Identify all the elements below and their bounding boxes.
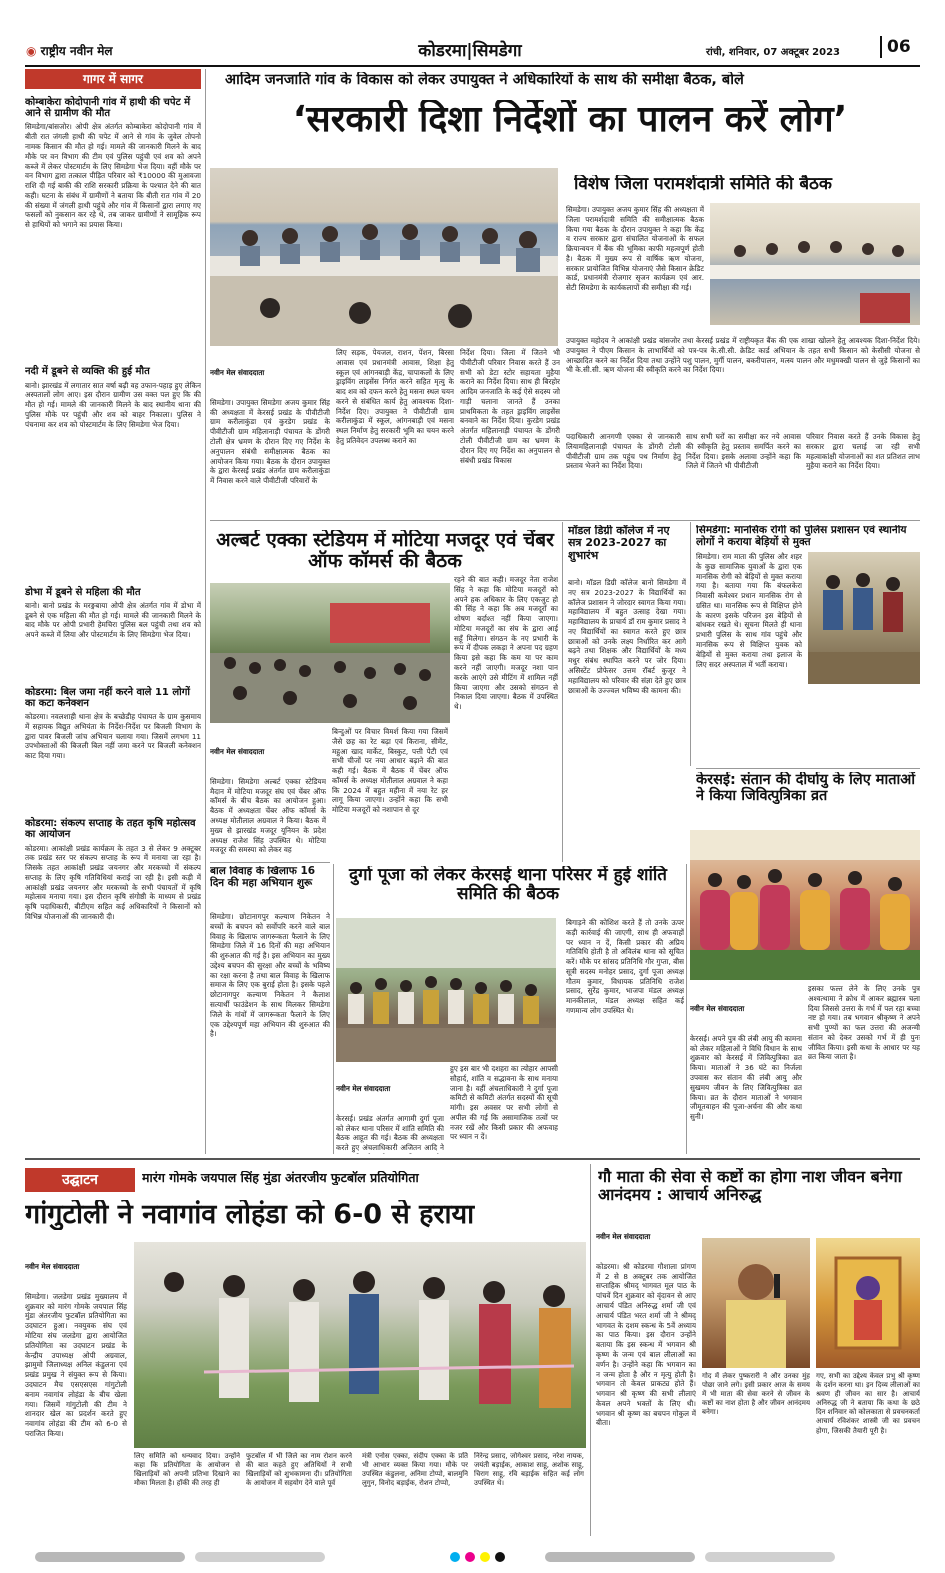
brand-logo: ◉ राष्ट्रीय नवीन मेल (26, 44, 113, 58)
football-caption: फुटबॉल में भी जिले का नाम रोशन करने की बात कहते हुए अतिथियों ने सभी खिलाड़ियों को शुभकामना दी। प्रतियोगिता के आयोजन में सहयोग देने वाले पूर्व (246, 1452, 352, 1488)
police-photo (808, 552, 920, 684)
top-story-body: लिए सड़क, पेयजल, राशन, पेंशन, बिरसा आवास एवं प्रधानमंत्री आवास, शिक्षा हेतु स्कूल एवं आंगनबाड़ी केंद्र, चापाकलों के लिए ड्राइविंग लाइसेंस निर्गत करने सहित मृत्यु के बाद शव को दफन करने हेतु मसना स्थल चयन करने से संबंधित कार्य हेतु आवश्यक दिशा-निर्देश दिए। उपायुक्त ने पीवीटीजी ग्राम करीलाकुंडा में स्कूल, आंगनबाड़ी एवं मसना स्थल निर्माण हेतु सरकारी भूमि का चयन करने हेतु प्रतिवेदन उपलब्ध कराने का (336, 348, 454, 446)
kersai-photo (690, 830, 920, 980)
albert-headline: अल्बर्ट एक्का स्टेडियम में मोटिया मजदूर एवं चेंबर ऑफ कॉमर्स की बैठक (216, 530, 554, 573)
durga-headline: दुर्गा पूजा को लेकर केरसई थाना परिसर में हुई शांति समिति की बैठक (349, 866, 667, 905)
body-text: सिमडेगा। सिमडेगा अल्बर्ट एक्का स्टेडियम मैदान में मोटिया मजदूर संघ एवं चेंबर ऑफ कॉमर्स के बीच बैठक का आयोजन हुआ। बैठक में अध्यक्षता चेंबर ऑफ कॉमर्स के अध्यक्ष मोतीलाल अग्रवाल ने किया। बैठक में मुख्य से झारखंड मजदूर यूनियन के प्रदेश अध्यक्ष राजेश सिंह उपस्थित थे। मोटिया मजदूर की समस्या को लेकर वह (210, 776, 326, 855)
brief-body: कोडरमा। आकांक्षी प्रखंड कार्यक्रम के तहत 3 से लेकर 9 अक्टूबर तक प्रखंड स्तर पर संकल्प सप्ताह के रूप में मनाया जा रहा है। जिसके तहत आकांक्षी प्रखंड जयनगर और मरकच्चो में संकल्प सप्ताह के लिए कृषि गतिविधियां कराई जा रही है। इसी कड़ी में आकांक्षी प्रखंड जयनगर और मरकच्चो के सभी पंचायतों में कृषि महोत्सव मनाया गया। इस दौरान कृषि संगोष्ठी के माध्यम से प्रखंड कृषि पदाधिकारी, बीटीएम सहित कई अधिकारियों ने किसानों को विभिन्न योजनाओं की जानकारी दी। (25, 843, 201, 921)
college-headline: मॉडल डिग्री कॉलेज में नए सत्र 2023-2027 का शुभारंभ (568, 525, 670, 562)
police-headline: सिमडेगा: मानसिक रोगी को पुलिस प्रशासन एवं स्थानीय लोगों ने कराया बेड़ियों से मुक्त (696, 525, 907, 548)
albert-photo (210, 583, 450, 723)
football-inauguration-photo (134, 1242, 586, 1448)
body-text: सिमडेगा। उपायुक्त सिमडेगा अजय कुमार सिंह की अध्यक्षता में केरसई प्रखंड के पीवीटीजी ग्राम करीलाकुंडा एवं कुरडेग प्रखंड के पीवीटीजी ग्राम महिलानाड़ी पंचायत के डोंगरी टोली क्षेत्र भ्रमण के दौरान दिए गए निर्देश के अनुपालन संबंधी समीक्षात्मक बैठक का आयोजन किया गया। बैठक के दौरान उपायुक्त के द्वारा केरसई प्रखंड अंतर्गत ग्राम करीलाकुंडा में निवास करने वाले पीवीटीजी परिवारों के (210, 397, 330, 486)
acharya-photo (702, 1238, 810, 1368)
byline: नवीन मेल संवाददाता (25, 1261, 80, 1271)
left-column (25, 69, 201, 1154)
brief-headline: कोडरमा: संकल्प सप्ताह के तहत कृषि महोत्सव का आयोजन (25, 818, 196, 841)
advisory-headline: विशेष जिला परामर्शदात्री समिति की बैठक (574, 175, 832, 194)
albert-body: बिन्दुओं पर विचार विमर्श किया गया जिसमें जैसे छह का रेट बढ़ा एवं किराना, सीमेंट, महुआ खाद मार्केट, बिस्कुट, पत्ती पेटी एवं सभी चीजों पर नया आधार बढ़ाने की बात कही गई। बैठक में बैठक में चेंबर ऑफ कॉमर्स के अध्यक्ष मोतीलाल अग्रवाल ने कहा कि 2024 में बहुत महीना में नया रेट हर लागू किया जाएगा। उन्होंने कहा कि सभी मोटिया मजदूरों को नशापान से दूर (332, 727, 448, 815)
meeting-photo (210, 168, 558, 346)
brief-headline: डोभा में डूबने से महिला की मौत (25, 586, 141, 598)
footer-color-bar (25, 1549, 920, 1563)
brief-headline: कोडरमा: बिल जमा नहीं करने वाले 11 लोगों का कटा कनेक्शन (25, 686, 190, 709)
child-body-2 (210, 1078, 330, 1154)
durga-body: बिगाड़ने की कोशिश करते हैं तो उनके ऊपर कड़ी कार्रवाई की जाएगी, साथ ही अफवाहों पर ध्यान न दें, किसी प्रकार की अप्रिय गतिविधि होती है तो अविलंब थाना को सूचित करें। मौके पर सांसद प्रतिनिधि गौर गुप्ता, बीस सूत्री सदस्य मनोहर प्रसाद, दुर्गा पूजा अध्यक्ष गौतम कुमार, विधायक प्रतिनिधि राजेश प्रसाद, सुरेंद्र कुमार, भाजपा मंडल अध्यक्ष मानकीलाल, मंडल अध्यक्ष सहित कई गणमान्य लोग उपस्थित थे। (566, 918, 684, 1016)
byline: नवीन मेल संवाददाता (336, 1083, 391, 1093)
football-caption: लिए समिति को धन्यवाद दिया। उन्होंने कहा कि प्रतियोगिता के आयोजन से खिलाड़ियों को अपनी प्रतिभा दिखाने का मौका मिलता है। हॉकी की तरह ही (134, 1452, 240, 1488)
deity-photo (816, 1238, 920, 1368)
cow-body (596, 1212, 696, 1536)
section-title: कोडरमा|सिमडेगा (418, 41, 522, 61)
advisory-body-3: पदाधिकारी आनगणी एक्का से जानकारी लियामहिलानाड़ी पंचायत के डोंगरी टोली पीवीटीजी ग्राम तक पहुंच पथ निर्माण हेतु प्रस्ताव भेजने का निर्देश दिया। (566, 432, 681, 471)
top-story-body (210, 348, 330, 520)
child-headline: बाल विवाह के खिलाफ 16 दिन की महा अभियान शुरू (210, 866, 316, 889)
top-kicker: आदिम जनजाति गांव के विकास को लेकर उपायुक्त ने अधिकारियों के साथ की समीक्षा बैठक, बोले (225, 72, 744, 88)
body-text: केरसई। अपने पुत्र की लंबी आयु की कामना को लेकर महिलाओं ने विधि विधान के साथ शुक्रवार को केरसई में जिवित्पुत्रिका व्रत किया। माताओं ने 36 घंटे का निर्जला उपवास कर संतान की लंबी आयु और सुखमय जीवन के लिए जिवित्पुत्रिका व्रत किया। व्रत के दौरान माताओं ने भगवान जीमूतवाहन की पूजा-अर्चना की और कथा सुनी। (690, 1033, 802, 1122)
byline: नवीन मेल संवाददाता (210, 746, 265, 756)
durga-photo (336, 918, 556, 1062)
durga-body (336, 1064, 444, 1154)
cow-headline: गौ माता की सेवा से कष्टों का होगा नाश जीवन बनेगा आनंदमय : आचार्य अनिरुद्ध (598, 1168, 902, 1204)
byline: नवीन मेल संवाददाता (596, 1231, 651, 1241)
body-text: कोडरमा। श्री कोडरमा गौशाला प्रांगण में 2 से 8 अक्टूबर तक आयोजित सप्ताहिक श्रीमद् भागवत मूल पाठ के पांचवें दिन शुक्रवार को वृंदावन से आए आचार्य पंडित अनिरुद्ध शर्मा जी एवं आचार्य पंडित भरत शर्मा जी ने श्रीमद् भागवत के दशम स्कन्ध के 5वें अध्याय का पाठ किया। इस दौरान उन्होंने बताया कि इस स्कन्ध में भगवान श्री कृष्ण के जन्म एवं बाल लीलाओं का वर्णन है। उन्होंने कहा कि भगवान का न जन्म होता है और न मृत्यु होती है। भगवान तो केवल प्राकट्य होते हैं। भगवान श्री कृष्ण की सभी लीलाएं केवल अपने भक्तों के लिए थी। भगवान श्री कृष्ण का बचपन गोकुल में बीता। (596, 1261, 696, 1428)
dateline: रांची, शनिवार, 07 अक्टूबर 2023 (706, 47, 841, 58)
football-caption: मंत्री एनोस एक्का, संदीप एक्का के प्रति भी आभार व्यक्त किया गया। मौके पर उपस्थित कंडुलना, अनिमा टोप्पो, बालमुनि लुगुन, विनोद बड़ाईक, रोशन टोप्पो, (362, 1452, 468, 1488)
college-body: बानो। मॉडल डिग्री कॉलेज बानो सिमडेगा में नए सत्र 2023-2027 के विद्यार्थियों का कॉलेज प्रशासन ने जोरदार स्वागत किया गया। महाविद्यालय में बहुत उत्साह देखा गया। महाविद्यालय के प्राचार्य डॉ राम कुमार प्रसाद ने नए विद्यार्थियों का स्वागत करते हुए छात्र छात्राओं को उनके लक्ष्य निर्धारित कर आगे बढ़ने तथा शिक्षक और विद्यार्थियों के मध्य मधुर संबंध स्थापित करने पर जोर दिया। असिस्टेंट प्रोफेसर उत्तम रॉबर्ट कुजूर ने महाविद्यालय को परिवार की संज्ञा देते हुए छात्र छात्राओं के उज्ज्वल भविष्य की कामना की। (568, 578, 686, 695)
albert-body: रहने की बात कही। मजदूर नेता राजेश सिंह ने कहा कि मोटिया मजदूरों को अपने हक अधिकार के लिए एकजुट हो की सिंह ने कहा कि अब मजदूरों का शोषण बर्दाश्त नहीं किया जाएगा। मोटिया मजदूरों का संघ के द्वारा आई सहूँ मिलेगा। संगठन के नए प्रभारी के रूप में दीपक लकड़ा ने अपना पद ग्रहण किया इसे कहा कि कम या पर काम करने नहीं जाएगी। मजदूर नशा पान करके आएंगे उसे मीटिंग में शामिल नहीं किया जाएगा और उसको संगठन से निकाल दिया जाएगा। बैठक में उपस्थित थे। (454, 575, 558, 712)
kersai-headline: केरसई: संतान की दीर्घायु के लिए माताओं ने किया जिवित्पुत्रिका व्रत (696, 772, 916, 805)
advisory-body-5: परिवार निवास करते हैं उनके विकास हेतु सरकार द्वारा चलाई जा रही सभी महत्वाकांक्षी योजनाओं का शत प्रतिशत लाभ मुहैया कराने का निर्देश दिया। (806, 432, 920, 471)
inauguration-tag: उद्घाटन (25, 1168, 135, 1192)
kersai-body: इसका फल्त लेने के लिए उनके पुत्र अश्वत्थामा ने क्रोध में आकर ब्रह्मास्त्र चला दिया जिससे उत्तरा के गर्भ में पल रहा बच्चा नष्ट हो गया। तब भगवान श्रीकृष्ण ने अपने सभी पुण्यों का फल उत्तरा की अजन्मी संतान को देकर उसको गर्भ में ही पुनः जीवित किया। इसी कथा के आधार पर यह व्रत किया जाता है। (808, 984, 920, 1062)
advisory-body: सिमडेगा। उपायुक्त अजय कुमार सिंह की अध्यक्षता में जिला परामर्शदात्री समिति की समीक्षात्मक बैठक किया गया बैठक के दौरान उपायुक्त ने कहा कि केंद्र व राज्य सरकार द्वारा संचालित योजनाओं के सफल क्रियान्वयन में बैंक की भूमिका काफी महत्वपूर्ण होती है। बैठक में मुख्य रूप से वार्षिक ऋण योजना, सरकार प्रायोजित विभिन्न योजनाएं जैसे किसान क्रेडिट कार्ड, प्रधानमंत्री रोजगार सृजन कार्यक्रम एवं आर. सेटी सिमडेगा के कार्यकलापों की समीक्षा की गई। (566, 205, 704, 293)
brief-headline: नदी में डूबने से व्यक्ति की हुई मौत (25, 366, 150, 378)
football-body (25, 1242, 127, 1536)
brief-body: सिमडेगा/बांसजोर। ओपी क्षेत्र अंतर्गत कोम्बाकेरा कोदोपानी गांव में बीती रात जंगली हाथी की चपेट में आने से गांव के जुवेल तोपनो नामक किसान की मौत हो गई। मामले की जानकारी मिलने के बाद मौके पर वन विभाग की टीम एवं पुलिस पहुंची एवं शव को अपने कब्जे में लेकर पोस्टमार्टम के लिए सिमडेगा भेज दिया। वहीं मौके पर वन विभाग द्वारा तत्काल पीड़ित परिवार को ₹10000 की मुआवजा राशि दी गई बाकी की राशि सरकारी प्रक्रिया के पश्चात देने की बात कही। घटना के संबंध में ग्रामीणों ने बताया कि बीती रात गांव में 20 की संख्या में जंगली हाथी पहुंचे और गांव में किसानों द्वारा लगाए गए फसलों को नुकसान कर रहे थे, तब जाकर ग्रामीणों ने सामूहिक रूप से हाथियों को भगाने का प्रयास किया। (25, 122, 201, 230)
brief-body: बानो। बानो प्रखंड के मरङ्गबाया ओपी क्षेत्र अंतर्गत गांव में डोभा में डूबने से एक महिला की मौत हो गई। मामले की जानकारी मिलने के बाद मौके पर ओपी प्रभारी हेमचिरा पुलिस बल पहुंची तथा शव को अपने कब्जे में लिया और पोस्टमार्टम के लिए सिमडेगा भेज दिया। (25, 600, 201, 640)
advisory-body-2: उपायुक्त महोदय ने आकांक्षी प्रखंड बांसजोर तथा केरसई प्रखंड में राष्ट्रीयकृत बैंक की एक शाखा खोलने हेतु आवश्यक दिशा-निर्देश दिये। उपायुक्त ने पीएम किसान के लाभार्थियों को पत्र-पत्र के.सी.सी. क्रेडिट कार्ड अभियान के तहत सभी किसान को केसीसी योजना से आच्छादित करने का निर्देश दिया तथा उन्होंने पशु पालन, मुर्गी पालन, बकरीपालन, मत्स्य पालन और मधुमक्खी पालन से जुड़े किसानों का भी के.सी.सी. ऋण योजना की स्वीकृति करने का निर्देश दिया। (566, 336, 920, 375)
brief-body: बानो। झारखंड में लगातार सात वर्षा बढ़ी वह उफान-पहाड़ हुए लेकिन अस्पतालों लोग आए। इस दौरान ग्रामीण उस वक्त पल हुए कि की मौत हो गई। मामले की जानकारी मिलने के बाद स्थानीय थाना की पुलिस मौके पर पहुंची और शव को बाहर निकाला। पुलिस ने पंचनामा कर शव को पोस्टमार्टम के लिए सिमडेगा भेज दिया। (25, 380, 201, 429)
top-headline: ‘सरकारी दिशा निर्देशों का पालन करें लोग’ (292, 100, 848, 140)
durga-body: हुए इस बार भी दशहरा का त्योहार आपसी सौहार्द, शांति व सद्भावना के साथ मनाया जाना है। वहीं अंचलाधिकारी ने दुर्गा पूजा कमिटी से कमिटी अंतर्गत सदस्यों की सूची मांगी। इस अवसर पर सभी लोगों से अपील की गई कि असामाजिक तत्वों पर नजर रखें और किसी प्रकार की अफवाह पर ध्यान न दें। (450, 1064, 558, 1142)
page-number: 06 (887, 37, 911, 57)
brief-body: कोडरमा। नवलशाही थाना क्षेत्र के बच्छेडीह पंचायत के ग्राम कुसमाय में सहायक विद्युत अभियंता के निर्देश-निर्देश पर बिजली विभाग के द्वारा पावर बिजली जांच अभियान चलाया गया। जिसमें लगभग 11 उपभोक्ताओं की बिजली बिल नहीं जमा करने पर बिजली कनेक्शन काट दिया गया। (25, 712, 201, 761)
body-text: सिमडेगा। जलडेगा प्रखंड मुख्यालय में शुक्रवार को मारंग गोमके जयपाल सिंह मुंडा अंतरजीय फुटबॉल प्रतियोगिता का उदघाटन हुआ। नवयुवक संघ एवं मोटिया संघ जलडेगा द्वारा आयोजित प्रतियोगिता का उदघाटन प्रखंड के केन्द्रीय उपाध्यक्ष ओपी अग्रवाल, झामुमो जिलाध्यक्ष अनिल कंडुलना एवं प्रखंड प्रमुख ने संयुक्त रूप से किया। उदघाटन मैच एसएसएस गांगुटोली बनाम नवागांव लोहंडा के बीच खेला गया। जिसमें गांगुटोली की टीम ने शानदार खेल का प्रदर्शन करते हुए नवागांव लोहंडा की टीम को 6-0 से पराजित किया। (25, 1291, 127, 1438)
advisory-photo (710, 203, 920, 325)
cow-caption: गए, सभी का उद्देश्य केवल प्रभु श्री कृष्ण के दर्शन करना था। इन दिव्य लीलाओं का श्रवण ही जीवन का सार है। आचार्य अनिरुद्ध जी ने बताया कि कथा के छठे दिन शनिवार को कोलकाता से प्रवचनकर्ता आचार्य रविशंकर शास्त्री जी का प्रवचन होगा, जिसकी तैयारी पूरी है। (816, 1372, 920, 1435)
football-headline: गांगुटोली ने नवागांव लोहंडा को 6-0 से हराया (25, 1200, 475, 1230)
child-body: सिमडेगा। छोटानागपुर कल्याण निकेतन ने बच्चों के बचपन को सर्वोपरि करने वाले बाल विवाह के खिलाफ जागरूकता फैलाने के लिए सिमडेगा जिले में 16 दिनों की महा अभियान की शुरुआत की गई है। इस अभियान का मुख्य उद्देश्य बचपन की सुरक्षा और बच्चों के भविष्य का रक्षा करना है तथा बाल विवाह के खिलाफ समाज के लिए एक बुराई होता है। इसके पहले छोटानागपुर कल्याण निकेतन ने कैलाश सत्यार्थी फाउंडेशन के साथ मिलकर सिमडेगा जिले के गांवों में जागरूकता फैलाने के लिए एक उद्देश्यपूर्ण महा अभियान की शुरुआत की है। (210, 912, 330, 1039)
advisory-body-4: साथ सभी घरों का समीक्षा कर नये आवास की स्वीकृति हेतु प्रस्ताव समर्पित करने का निर्देश दिया। इसके अलावा उन्होंने कहा कि जिले में जितने भी पीवीटीजी (686, 432, 801, 471)
section-band: गागर में सागर (25, 69, 201, 89)
cow-caption: गोद में लेकर पुष्करारी ने और उनका मुंह पोछा जाने लगे। इसी प्रकार आज के समय में भी माता की सेवा करने से जीवन के कष्टों का नाश होता है और जीवन आनंदमय बनेगा। (702, 1372, 810, 1417)
police-body: सिमडेगा। राम माता की पुलिस और शहर के कुछ सामाजिक युवाओं के द्वारा एक मानसिक रोगी को बेड़ियों से मुक्त कराया गया है। बताया गया कि बंफलकेरा निवासी कमेश्वर प्रधान मानसिक रोग से ग्रसित था। मानसिक रूप से विक्षिप्त होने के कारण इसके परिजन इस बेड़ियों से बांधकर रखते थे। सूचना मिलते ही थाना प्रभारी पुलिस के साथ गांव पहुंचे और मानसिक रूप से विक्षिप्त युवक को बेड़ियों से मुक्त कराया तथा इलाज के लिए सदर अस्पताल में भर्ती कराया। (696, 552, 802, 669)
football-caption: निरेन्द्र प्रसाद, जोगेश्वर प्रसाद, नरेश नायक, जयंती बड़ाईक, आकाश साहू, अशोक साहू, चिराग साहू, रवि बड़ाईक सहित कई लोग उपस्थित थे। (474, 1452, 584, 1488)
albert-body (210, 727, 326, 857)
masthead (0, 0, 945, 62)
brief-headline: कोम्बाकेरा कोदोपानी गांव में हाथी की चपेट में आने से ग्रामीण की मौत (25, 97, 191, 120)
top-story-body: निर्देश दिया। जिला में जितने भी पीवीटीजी परिवार निवास करते हैं उन सभी को डेटा स्टोर सहायता मुहैया कराने का निर्देश दिया। साथ ही बिरहोर आदिम जनजाति के कई ऐसे सदस्य जो गाड़ी चलाना जानते हैं उनका प्राथमिकता के तहत ड्राइविंग लाइसेंस बनवाने का निर्देश दिया। कुरडेग प्रखंड अंतर्गत महिलानाड़ी पंचायत के डोंगरी टोली पीवीटीजी ग्राम का भ्रमण के दौरान दिए गए निर्देश का अनुपालन से संबंधी प्रखंड विकास (460, 348, 560, 465)
kersai-body (690, 984, 802, 1154)
byline: नवीन मेल संवाददाता (690, 1003, 745, 1013)
football-kicker: मारंग गोमके जयपाल सिंह मुंडा अंतरजीय फुटबॉल प्रतियोगिता (142, 1171, 419, 1185)
body-text: केरसई। प्रखंड अंतर्गत आगामी दुर्गा पूजा को लेकर थाना परिसर में शांति समिति की बैठक आहूत की गई। बैठक की अध्यक्षता करते हुए अंचलाधिकारी अजितन आदि ने (336, 1113, 444, 1153)
byline: नवीन मेल संवाददाता (210, 367, 265, 377)
